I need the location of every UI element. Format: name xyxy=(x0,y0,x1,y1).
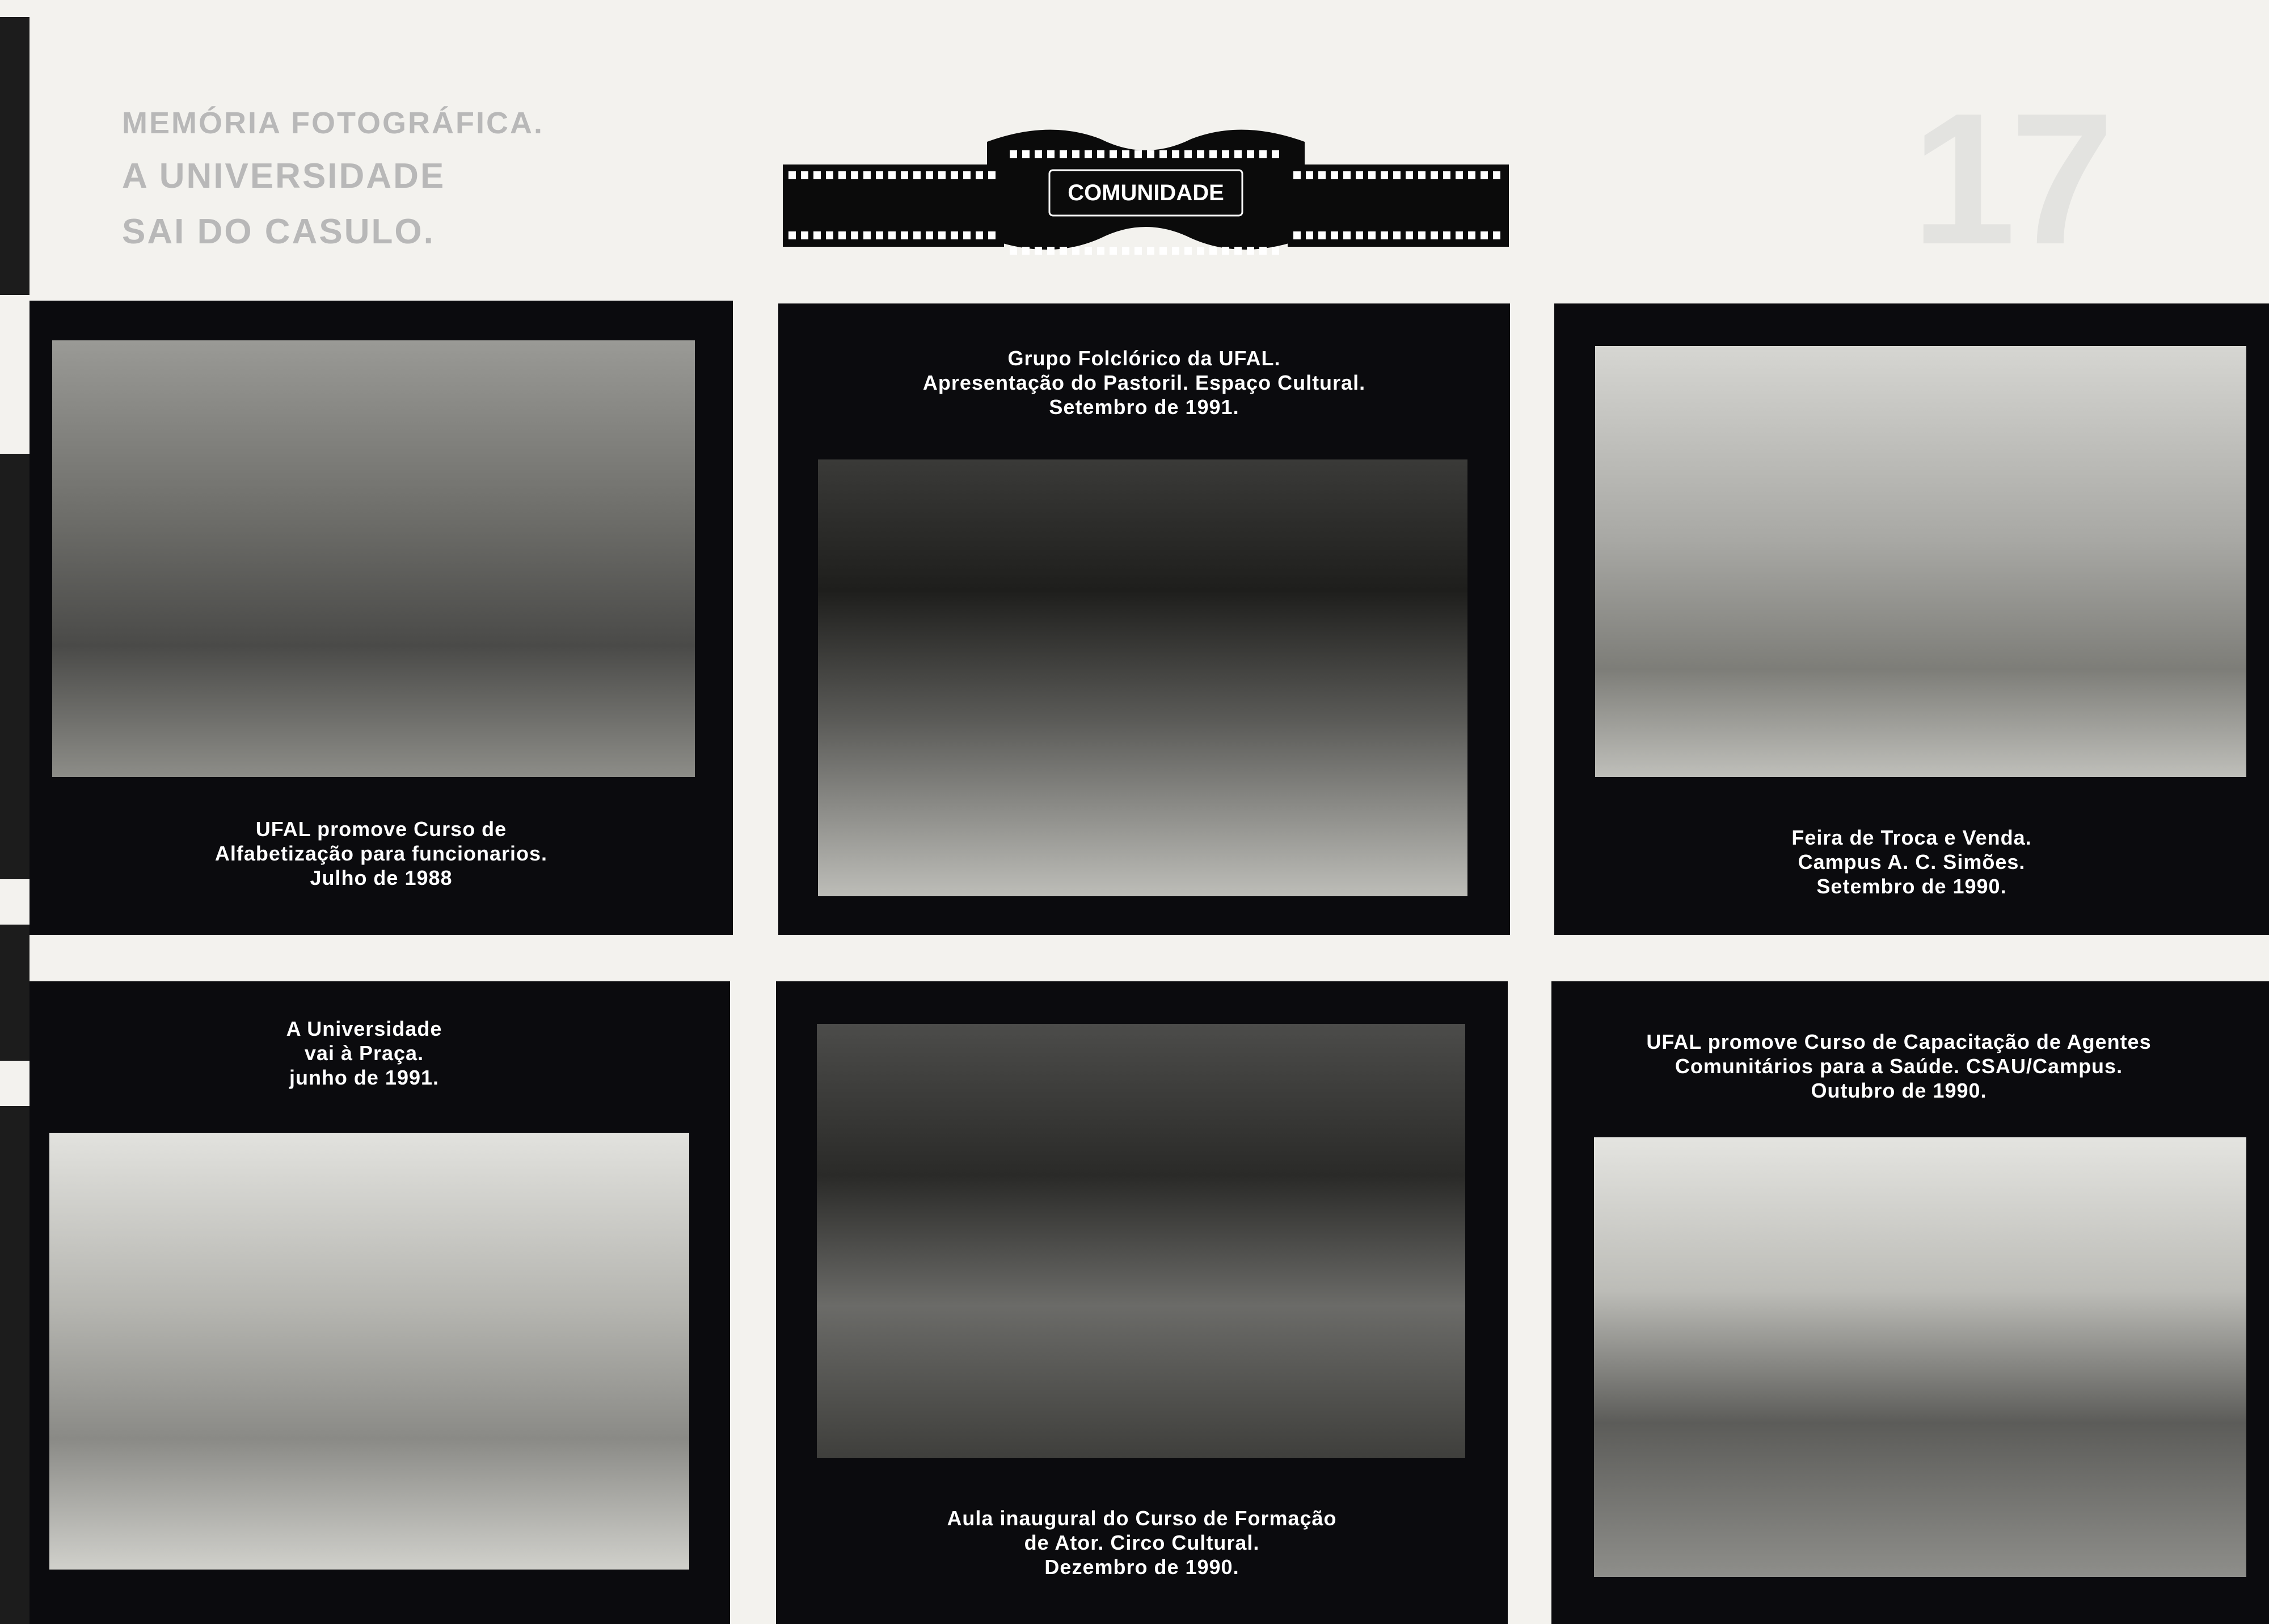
photo-panel-4 xyxy=(29,981,730,1624)
title-line-3: SAI DO CASULO. xyxy=(122,212,435,251)
caption-3: Feira de Troca e Venda. Campus A. C. Simões. Setembro de 1990. xyxy=(1791,826,2032,898)
photo-health-agents-course xyxy=(1594,1137,2246,1577)
photo-panel-6 xyxy=(1551,981,2269,1624)
binding-spine xyxy=(0,0,29,1624)
page-number: 17 xyxy=(1912,74,2109,283)
photo-literacy-course xyxy=(52,340,695,777)
photo-circus-class xyxy=(817,1024,1465,1458)
page-header-title xyxy=(122,108,544,250)
photo-panel-2 xyxy=(778,303,1510,935)
title-line-1: MEMÓRIA FOTOGRÁFICA. xyxy=(122,106,544,140)
title-line-2: A UNIVERSIDADE xyxy=(122,157,446,196)
photo-panel-3 xyxy=(1554,303,2269,935)
photo-university-square xyxy=(49,1133,689,1570)
caption-5: Aula inaugural do Curso de Formação de Ator. Circo Cultural. Dezembro de 1990. xyxy=(947,1507,1337,1579)
caption-6: UFAL promove Curso de Capacitação de Agentes Comunitários para a Saúde. CSAU/Campus. Outubro de 1990. xyxy=(1646,1030,2152,1102)
caption-4: A Universidade vai à Praça. junho de 1991. xyxy=(286,1017,442,1089)
photo-folk-dance xyxy=(818,459,1467,896)
photo-panel-1 xyxy=(29,301,733,935)
caption-2: Grupo Folclórico da UFAL. Apresentação do Pastoril. Espaço Cultural. Setembro de 1991. xyxy=(922,347,1366,419)
section-banner xyxy=(783,108,1509,261)
caption-1: UFAL promove Curso de Alfabetização para funcionarios. Julho de 1988 xyxy=(214,817,548,889)
photo-trade-fair xyxy=(1595,346,2246,777)
section-label: COMUNIDADE xyxy=(1068,180,1224,205)
photo-panel-5 xyxy=(776,981,1508,1624)
